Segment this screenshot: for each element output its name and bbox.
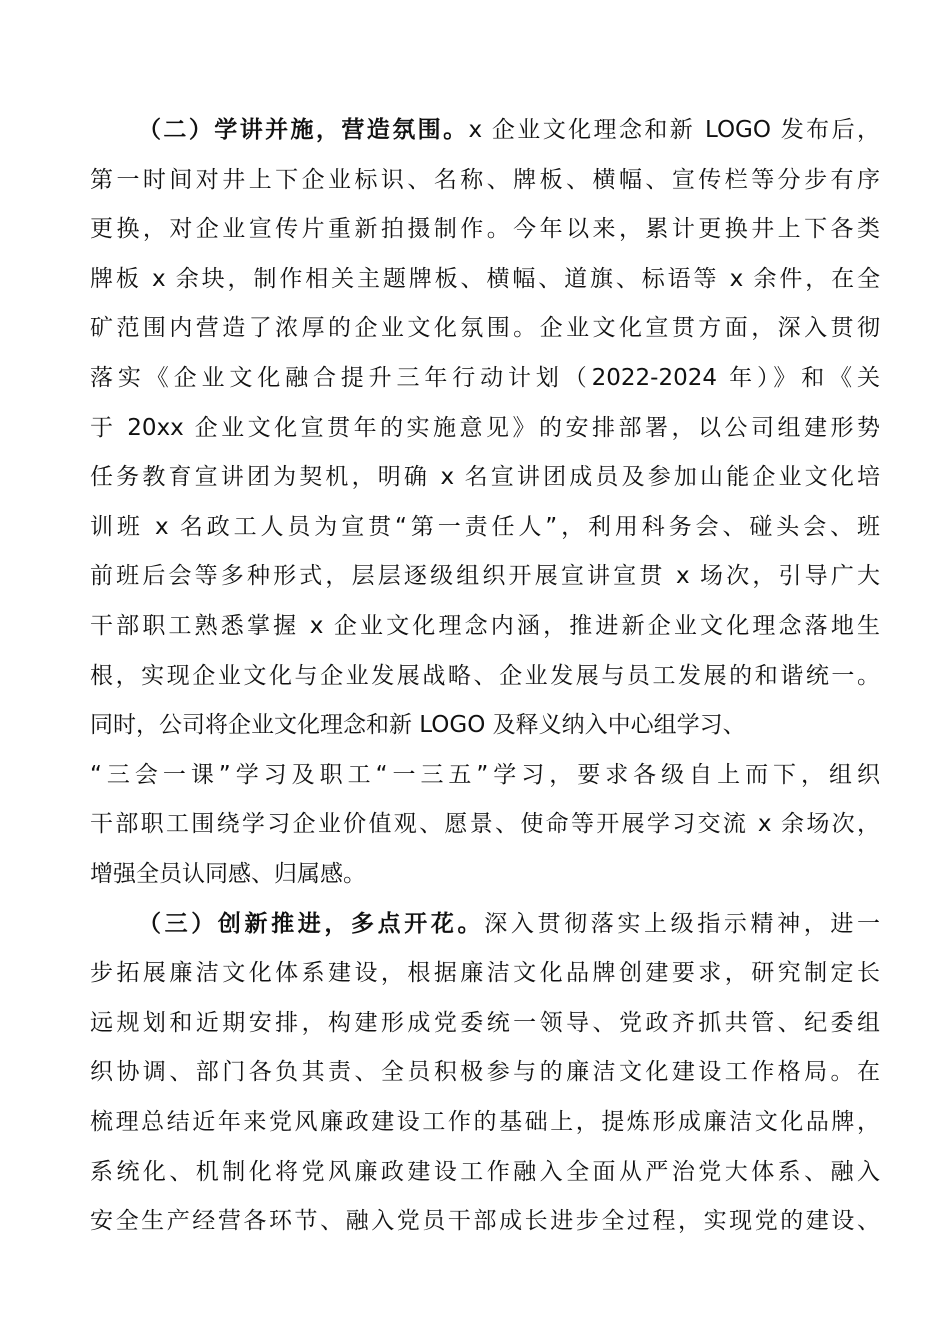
paragraph-line: 梳理总结近年来党风廉政建设工作的基础上，提炼形成廉洁文化品牌， bbox=[90, 1109, 880, 1135]
paragraph-text: x 企业文化理念和新 LOGO 发布后， bbox=[468, 117, 880, 143]
paragraph-line: 第一时间对井上下企业标识、名称、牌板、横幅、宣传栏等分步有序 bbox=[90, 166, 880, 193]
section-heading: （二）学讲并施，营造氛围。 bbox=[138, 117, 469, 143]
paragraph-line: 训班 x 名政工人员为宣贯“第一责任人”，利用科务会、碰头会、班 bbox=[90, 513, 880, 540]
section-heading: （三）创新推进，多点开花。 bbox=[138, 910, 485, 937]
paragraph-line bbox=[138, 900, 880, 950]
paragraph-line: 干部职工围绕学习企业价值观、愿景、使命等开展学习交流 x 余场次， bbox=[90, 811, 880, 838]
paragraph-text: 深入贯彻落实上级指示精神，进一 bbox=[484, 910, 881, 937]
paragraph-line: “三会一课”学习及职工“一三五”学习，要求各级自上而下，组织 bbox=[90, 761, 880, 788]
paragraph-line: 步拓展廉洁文化体系建设，根据廉洁文化品牌创建要求，研究制定长 bbox=[90, 960, 880, 987]
paragraph-line: 干部职工熟悉掌握 x 企业文化理念内涵，推进新企业文化理念落地生 bbox=[90, 613, 880, 639]
paragraph-line: 织协调、部门各负其责、全员积极参与的廉洁文化建设工作格局。在 bbox=[90, 1059, 880, 1086]
paragraph-line: 远规划和近期安排，构建形成党委统一领导、党政齐抓共管、纪委组 bbox=[90, 1009, 880, 1036]
paragraph-line: 前班后会等多种形式，层层逐级组织开展宣讲宣贯 x 场次，引导广大 bbox=[90, 563, 880, 590]
paragraph-line: 矿范围内营造了浓厚的企业文化氛围。企业文化宣贯方面，深入贯彻 bbox=[90, 315, 880, 342]
paragraph-line: 同时，公司将企业文化理念和新 LOGO 及释义纳入中心组学习、 bbox=[90, 712, 746, 739]
paragraph-line: 任务教育宣讲团为契机，明确 x 名宣讲团成员及参加山能企业文化培 bbox=[90, 464, 880, 491]
paragraph-line: 于 20xx 企业文化宣贯年的实施意见》的安排部署，以公司组建形势 bbox=[90, 414, 880, 441]
paragraph-line: 系统化、机制化将党风廉政建设工作融入全面从严治党大体系、融入 bbox=[90, 1158, 880, 1185]
paragraph-line: 牌板 x 余块，制作相关主题牌板、横幅、道旗、标语等 x 余件，在全 bbox=[90, 265, 880, 292]
paragraph-line: 更换，对企业宣传片重新拍摄制作。今年以来，累计更换井上下各类 bbox=[90, 216, 880, 243]
paragraph-line: 增强全员认同感、归属感。 bbox=[90, 861, 366, 887]
paragraph-line: 根，实现企业文化与企业发展战略、企业发展与员工发展的和谐统一。 bbox=[90, 662, 880, 689]
paragraph-line: 安全生产经营各环节、融入党员干部成长进步全过程，实现党的建设、 bbox=[90, 1208, 880, 1235]
paragraph-line: 落实《企业文化融合提升三年行动计划（2022-2024 年）》和《关 bbox=[90, 365, 880, 391]
paragraph-line bbox=[138, 106, 880, 156]
